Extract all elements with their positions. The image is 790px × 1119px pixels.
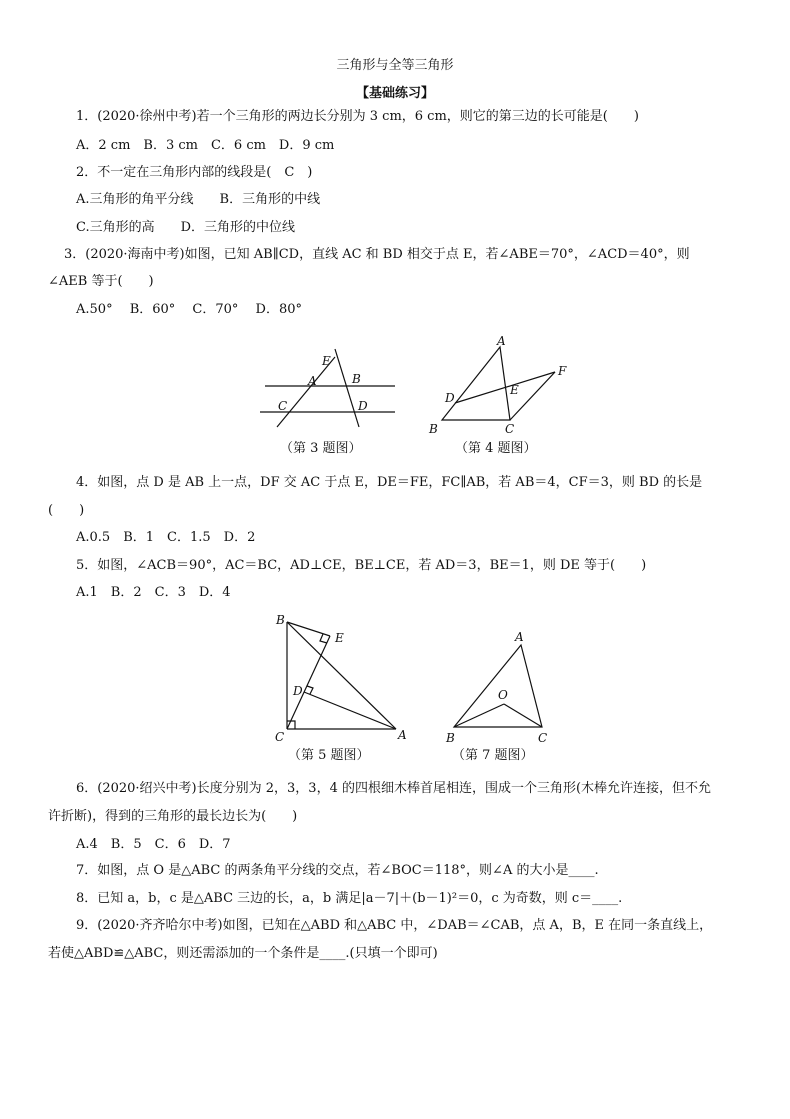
question-2-text: 2．不一定在三角形内部的线段是( C ) <box>76 165 313 180</box>
figure-5 <box>266 608 416 768</box>
label-c: C <box>538 731 548 745</box>
label-b: B <box>276 613 285 627</box>
label-a: A <box>308 374 317 388</box>
question-5-text: 5．如图，∠ACB＝90°，AC＝BC，AD⊥CE，BE⊥CE，若 AD＝3，BE＝1，则 DE 等于( ) <box>76 558 647 573</box>
label-c: C <box>278 399 288 413</box>
label-e: E <box>335 631 344 645</box>
label-d: D <box>358 399 368 413</box>
triangle-abc <box>442 347 510 420</box>
question-1-options: A．2 cm B．3 cm C．6 cm D．9 cm <box>76 138 335 153</box>
question-1-text: 1．(2020·徐州中考)若一个三角形的两边长分别为 3 cm，6 cm，则它的第三边的长可能是( ) <box>76 109 639 124</box>
question-4-options: A.0.5 B．1 C．1.5 D．2 <box>76 530 256 545</box>
question-5-options: A.1 B．2 C．3 D．4 <box>76 585 231 600</box>
page-title: 三角形与全等三角形 <box>336 58 454 73</box>
label-a: A <box>515 630 524 644</box>
question-6-text-2: 许折断)，得到的三角形的最长边长为( ) <box>48 809 298 824</box>
question-3-options: A.50° B．60° C．70° D．80° <box>76 302 303 317</box>
figure-7 <box>440 625 570 768</box>
label-d: D <box>293 684 303 698</box>
question-3-text-2: ∠AEB 等于( ) <box>48 274 154 289</box>
label-c: C <box>505 422 515 436</box>
segment-ce <box>287 636 330 729</box>
segment-oc <box>504 704 542 727</box>
label-b: B <box>446 731 455 745</box>
label-b: B <box>352 372 361 386</box>
label-e: E <box>510 383 519 397</box>
question-4-text-1: 4．如图，点 D 是 AB 上一点，DF 交 AC 于点 E，DE＝FE，FC∥AB，若 AB＝4，CF＝3，则 BD 的长是 <box>76 475 703 490</box>
label-a: A <box>398 728 407 742</box>
segment-ad <box>304 692 396 729</box>
question-7-text: 7．如图，点 O 是△ABC 的两条角平分线的交点，若∠BOC＝118°，则∠A 的大小是____. <box>76 863 599 878</box>
triangle-abc <box>454 645 542 727</box>
question-8-text: 8．已知 a，b，c 是△ABC 三边的长，a，b 满足|a－7|＋(b－1)²＝0，c 为奇数，则 c＝____. <box>76 891 623 906</box>
figure-5-caption: （第 5 题图） <box>288 748 370 763</box>
question-6-options: A.4 B．5 C．6 D．7 <box>76 837 231 852</box>
question-9-text-1: 9．(2020·齐齐哈尔中考)如图，已知在△ABD 和△ABC 中，∠DAB＝∠CAB，点 A，B，E 在同一条直线上， <box>76 918 713 933</box>
label-a: A <box>497 334 506 348</box>
label-o: O <box>498 688 508 702</box>
question-9-text-2: 若使△ABD≌△ABC，则还需添加的一个条件是____.(只填一个即可) <box>48 946 438 961</box>
section-heading: 【基础练习】 <box>355 86 434 101</box>
figure-3 <box>255 335 405 460</box>
label-f: F <box>558 364 567 378</box>
figure-4 <box>420 332 580 460</box>
label-d: D <box>445 391 455 405</box>
question-2-options-2: C.三角形的高 D．三角形的中位线 <box>76 220 296 235</box>
label-b: B <box>429 422 438 436</box>
figure-7-caption: （第 7 题图） <box>452 748 534 763</box>
question-4-text-2: ( ) <box>48 503 85 518</box>
question-2-options-1: A.三角形的角平分线 B．三角形的中线 <box>76 192 321 207</box>
right-angle-e <box>320 634 327 643</box>
segment-bo <box>454 704 504 727</box>
question-3-text-1: 3．(2020·海南中考)如图，已知 AB∥CD，直线 AC 和 BD 相交于点 E，若∠ABE＝70°，∠ACD＝40°，则 <box>64 247 690 262</box>
right-angle-d <box>307 686 313 694</box>
label-e: E <box>322 354 331 368</box>
figure-4-caption: （第 4 题图） <box>455 441 537 456</box>
label-c: C <box>275 730 285 744</box>
line-bd <box>335 349 359 427</box>
question-6-text-1: 6．(2020·绍兴中考)长度分别为 2，3，3，4 的四根细木棒首尾相连，围成一个三角形(木棒允许连接，但不允 <box>76 781 712 796</box>
figure-3-caption: （第 3 题图） <box>280 441 362 456</box>
